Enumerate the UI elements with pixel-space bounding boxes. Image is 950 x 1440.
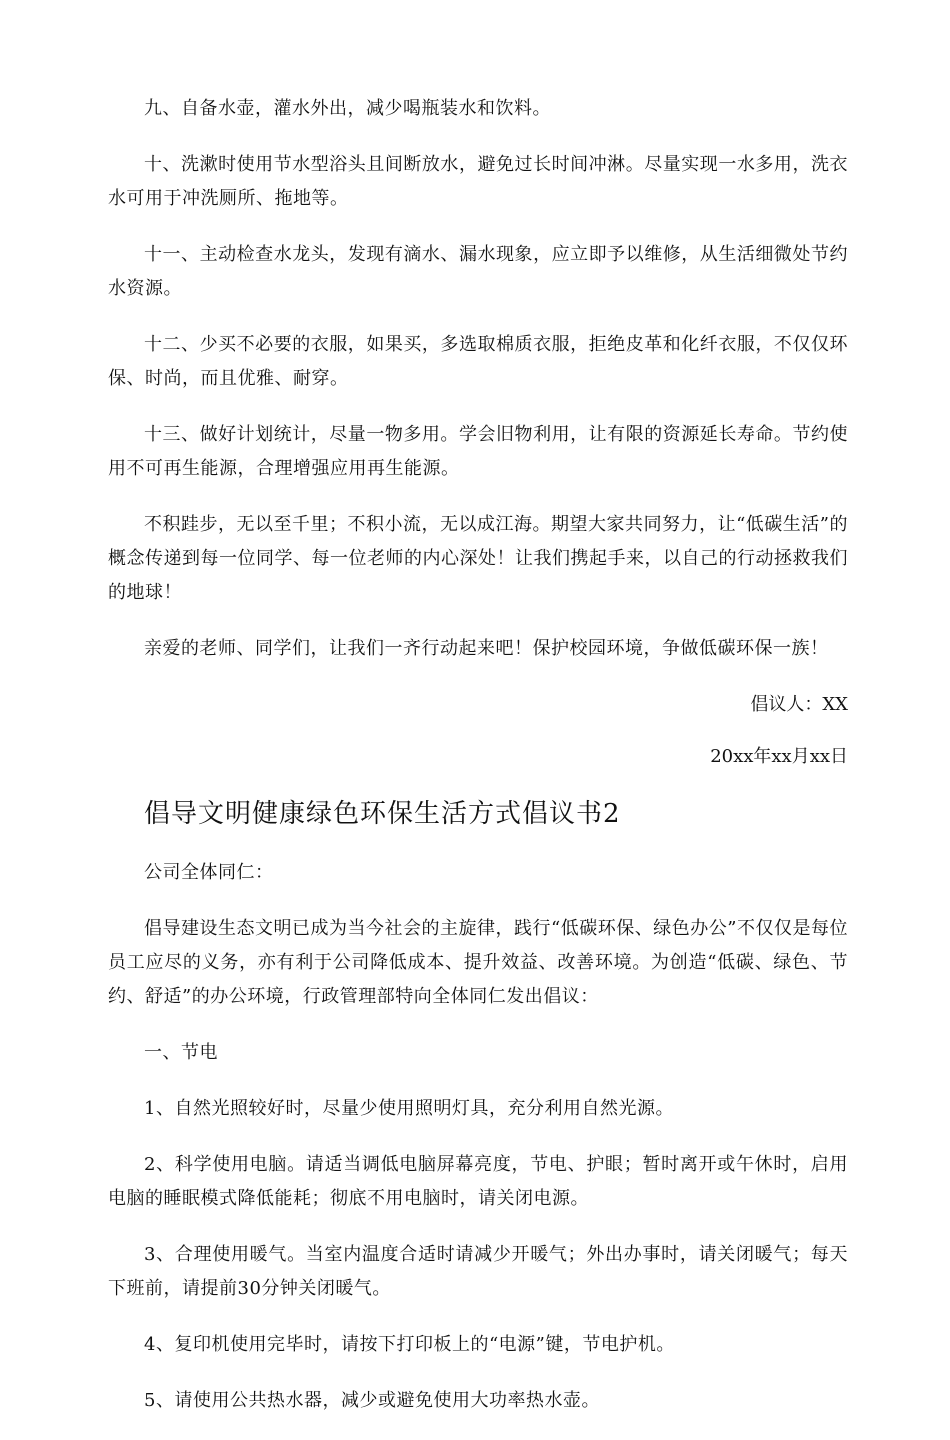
intro-paragraph: 倡导建设生态文明已成为当今社会的主旋律，践行“低碳环保、绿色办公”不仅仅是每位员工应尽的义务，亦有利于公司降低成本、提升效益、改善环境。为创造“低碳、绿色、节约、舒适”的办公环境，行政管理部特向全体同仁发出倡议：: [108, 918, 848, 1007]
paragraph-item-9: 九、自备水壶，灌水外出，减少喝瓶装水和饮料。: [144, 98, 551, 119]
section-title: 倡导文明健康绿色环保生活方式倡议书2: [144, 799, 621, 829]
paragraph-item-11: 十一、主动检查水龙头，发现有滴水、漏水现象，应立即予以维修，从生活细微处节约水资源。: [108, 244, 848, 299]
list-item-4: 4、复印机使用完毕时，请按下打印板上的“电源”键，节电护机。: [144, 1334, 675, 1355]
closing-paragraph: 不积跬步，无以至千里；不积小流，无以成江海。期望大家共同努力，让“低碳生活”的概念传递到每一位同学、每一位老师的内心深处！让我们携起手来，以自己的行动拯救我们的地球！: [108, 514, 848, 603]
list-item-1: 1、自然光照较好时，尽量少使用照明灯具，充分利用自然光源。: [144, 1098, 674, 1119]
date-line: 20xx年xx月xx日: [710, 746, 848, 767]
paragraph-item-10: 十、洗漱时使用节水型浴头且间断放水，避免过长时间冲淋。尽量实现一水多用，洗衣水可用于冲洗厕所、拖地等。: [108, 154, 848, 209]
salutation: 公司全体同仁：: [144, 862, 274, 883]
document-page: [108, 92, 848, 1440]
closing-call-to-action: 亲爱的老师、同学们，让我们一齐行动起来吧！保护校园环境，争做低碳环保一族！: [144, 638, 829, 659]
paragraph-item-13: 十三、做好计划统计，尽量一物多用。学会旧物利用，让有限的资源延长寿命。节约使用不可再生能源，合理增强应用再生能源。: [108, 424, 848, 479]
list-item-2: 2、科学使用电脑。请适当调低电脑屏幕亮度，节电、护眼；暂时离开或午休时，启用电脑的睡眠模式降低能耗；彻底不用电脑时，请关闭电源。: [108, 1154, 848, 1209]
list-item-5: 5、请使用公共热水器，减少或避免使用大功率热水壶。: [144, 1390, 600, 1411]
paragraph-item-12: 十二、少买不必要的衣服，如果买，多选取棉质衣服，拒绝皮革和化纤衣服，不仅仅环保、时尚，而且优雅、耐穿。: [108, 334, 848, 389]
signer-line: 倡议人：XX: [750, 694, 848, 715]
section-heading-electricity: 一、节电: [144, 1042, 218, 1063]
list-item-3: 3、合理使用暖气。当室内温度合适时请减少开暖气；外出办事时，请关闭暖气；每天下班前，请提前30分钟关闭暖气。: [108, 1244, 848, 1299]
